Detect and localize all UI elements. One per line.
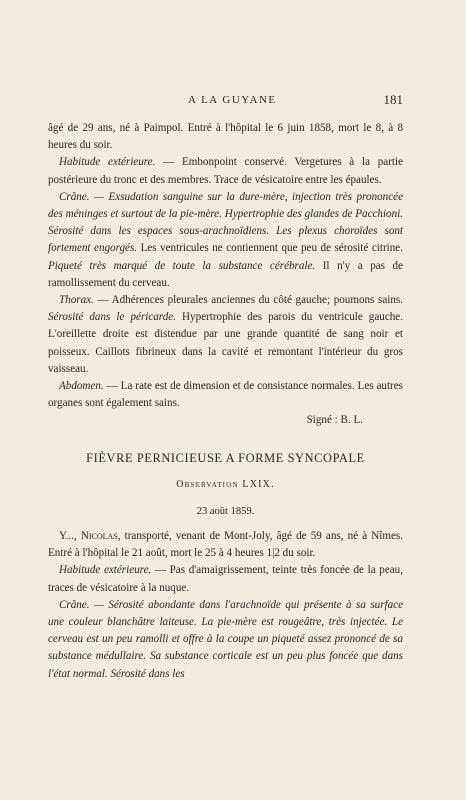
observation-continued [48, 120, 403, 430]
signature: Signé : B. L. [306, 414, 363, 427]
patient-name: Nicolas [80, 530, 118, 542]
paragraph-patient-intro: Y..., Nicolas, transporté, venant de Mont-Joly, âgé de 59 ans, né à Nîmes. Entré à l'hôpital le 21 août, mort le 25 à 4 heures 1|2 du soir. [48, 530, 404, 560]
section-title: FIÈVRE PERNICIEUSE A FORME SYNCOPALE [86, 451, 365, 465]
paragraph-habitude-2: Habitude extérieure. — Pas d'amaigrissement, teinte très foncée de la peau, traces de vésicatoire à la nuque. [48, 564, 404, 594]
paragraph-abdomen: Abdomen. — La rate est de dimension et de consistance normales. Les autres organes sont également sains. [48, 380, 403, 410]
section-label: Thorax. [59, 294, 94, 307]
page-header [48, 92, 403, 112]
section-label: Crâne. [59, 190, 90, 203]
paragraph-crane: Crâne. — Exsudation sanguine sur la dure-mère, injection très prononcée des méninges et surtout de la pie-mère. Hypertrophie des glandes de Pacchioni. Sérosité dans les espaces sous-arachnoïdiens. Les plexus choroïdes sont fortement engorgés. Les ventricules ne contiennent que peu de sérosité citrine. Piqueté très marqué de toute la substance cérébrale. Il n'y a pas de ramollissement du cerveau. [48, 190, 403, 289]
page-number: 181 [383, 92, 403, 107]
section-label: Habitude extérieure. [59, 564, 152, 577]
section-label: Habitude extérieure. [59, 156, 156, 169]
paragraph-crane-2: Crâne. — Sérosité abondante dans l'arachnoïde qui présente à sa surface une couleur blanchâtre laiteuse. La pie-mère est rougeâtre, très injectée. Le cerveau est un peu ramolli et offre à la coupe un piqueté assez prononcé de sa substance médullaire. Sa substance corticale est un peu plus foncée que dans l'état normal. Sérosité dans les [48, 598, 403, 680]
observation-date: 23 août 1859. [196, 506, 255, 517]
date-block [48, 503, 403, 520]
section-heading [48, 450, 403, 467]
observation-body [48, 528, 403, 683]
observation-title: Observation LXIX. [176, 479, 275, 490]
paragraph-patient-info: âgé de 29 ans, né à Paimpol. Entré à l'hôpital le 6 juin 1858, mort le 8, à 8 heures du soir. [48, 122, 403, 152]
section-label: Abdomen. [59, 380, 104, 393]
paragraph-habitude: Habitude extérieure. — Embonpoint conservé. Vergetures à la partie postérieure du tronc et des membres. Trace de vésicatoire entre les épaules. [48, 156, 403, 186]
section-label: Crâne. [59, 598, 90, 611]
paragraph-thorax: Thorax. — Adhérences pleurales anciennes du côté gauche; poumons sains. Sérosité dans le péricarde. Hypertrophie des parois du ventricule gauche. L'oreillette droite est distendue par une grande quantité de sang noir et poisseux. Caillots fibrineux dans la cavité et remontant l'intérieur du gros vaisseau. [48, 294, 403, 375]
observation-heading-block [48, 476, 403, 493]
running-title: A LA GUYANE [188, 94, 277, 106]
